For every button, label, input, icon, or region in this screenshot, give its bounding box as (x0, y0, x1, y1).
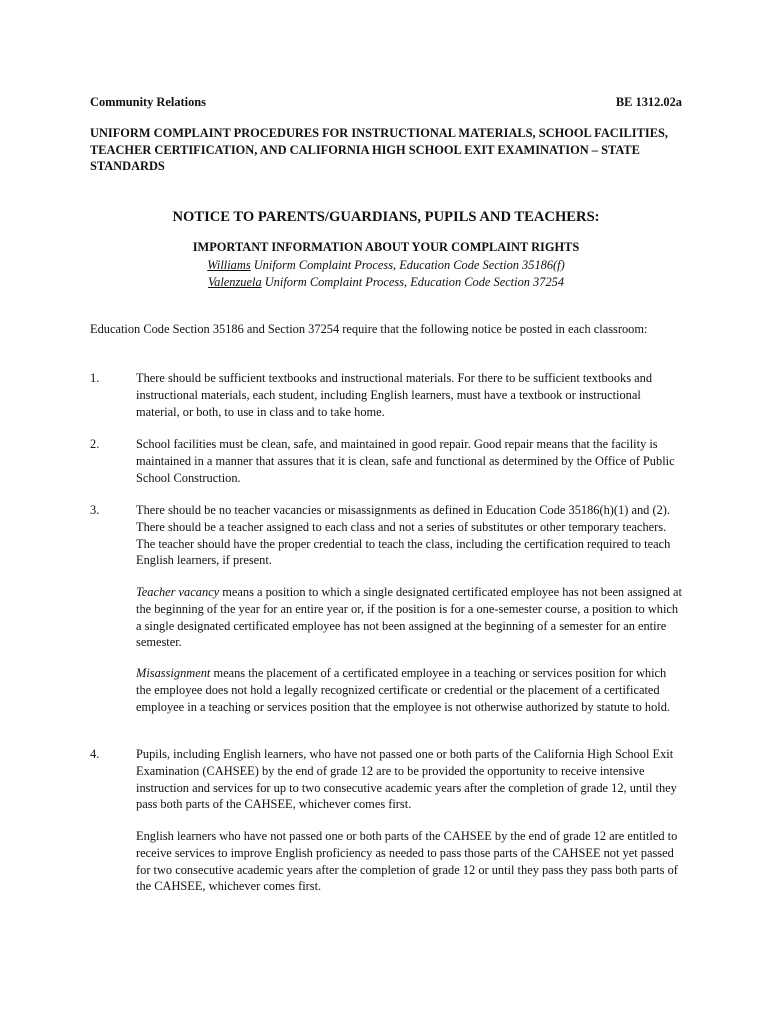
valenzuela-process-line (90, 274, 682, 291)
item-text: There should be sufficient textbooks and instructional materials. For there to be sufficient textbooks and instructional materials, each student, including English learners, must have a textbook or instructional material, or both, to use in class and to take home. (136, 371, 653, 419)
policy-title: UNIFORM COMPLAINT PROCEDURES FOR INSTRUCTIONAL MATERIALS, SCHOOL FACILITIES, TEACHER CERTIFICATION, AND CALIFORNIA HIGH SCHOOL EXIT EXAMINATION – STATE STANDARDS (90, 126, 668, 174)
item-number: 3. (90, 503, 100, 517)
item-text: Pupils, including English learners, who have not passed one or both parts of the California High School Exit Examination (CAHSEE) by the end of grade 12 are to be provided the opportunity to receive intensive instruction and services for up to two consecutive academic years after the completion of grade 12, until they pass both parts of the CAHSEE, whichever comes first. (136, 747, 677, 812)
definition-text: means a position to which a single designated certificated employee has not been assigned at the beginning of the year for an entire year or, if the position is for a one-semester course, a position to which a single designated certificated employee has not been assigned at the beginning of a semester for an entire semester. (136, 585, 682, 650)
williams-process-line (90, 257, 682, 274)
case-name: Williams (207, 258, 251, 272)
intro-paragraph: Education Code Section 35186 and Section 37254 require that the following notice be posted in each classroom: (90, 322, 648, 336)
definition-teacher-vacancy (136, 584, 682, 651)
item-number: 2. (90, 437, 100, 451)
info-heading: IMPORTANT INFORMATION ABOUT YOUR COMPLAINT RIGHTS (192, 240, 580, 254)
document-header (90, 94, 682, 111)
process-description: Uniform Complaint Process, Education Code Section 35186(f) (250, 258, 565, 272)
process-description: Uniform Complaint Process, Education Code Section 37254 (261, 275, 565, 289)
item-number: 4. (90, 747, 100, 761)
policy-number: BE 1312.02a (615, 95, 682, 109)
definition-term: Misassignment (136, 666, 211, 680)
item-number: 1. (90, 371, 100, 385)
notice-title: NOTICE TO PARENTS/GUARDIANS, PUPILS AND TEACHERS: (172, 209, 600, 225)
definition-term: Teacher vacancy (136, 585, 220, 599)
definition-text: means the placement of a certificated employee in a teaching or services position for which the employee does not hold a legally recognized certificate or credential or the placement of a certificated employee in a teaching or services position that the employee is not otherwise authorized by statute to hold. (136, 666, 671, 714)
item-text: School facilities must be clean, safe, and maintained in good repair. Good repair means that the facility is maintained in a manner that assures that it is clean, safe and functional as determined by the Office of Public School Construction. (136, 437, 675, 485)
definition-misassignment (136, 665, 682, 715)
english-learners-paragraph: English learners who have not passed one or both parts of the CAHSEE by the end of grade 12 are entitled to receive services to improve English proficiency as needed to pass those parts of the CAHSEE not yet passed for two consecutive academic years after the completion of grade 12 or until they pass they pass both parts of the CAHSEE, whichever comes first. (136, 829, 678, 894)
section-label: Community Relations (90, 95, 206, 109)
case-name: Valenzuela (207, 275, 262, 289)
item-text: There should be no teacher vacancies or misassignments as defined in Education Code 35186(h)(1) and (2). There should be a teacher assigned to each class and not a series of substitutes or other temporary teachers. The teacher should have the proper credential to teach the class, including the certification required to teach English learners, if present. (136, 503, 671, 568)
